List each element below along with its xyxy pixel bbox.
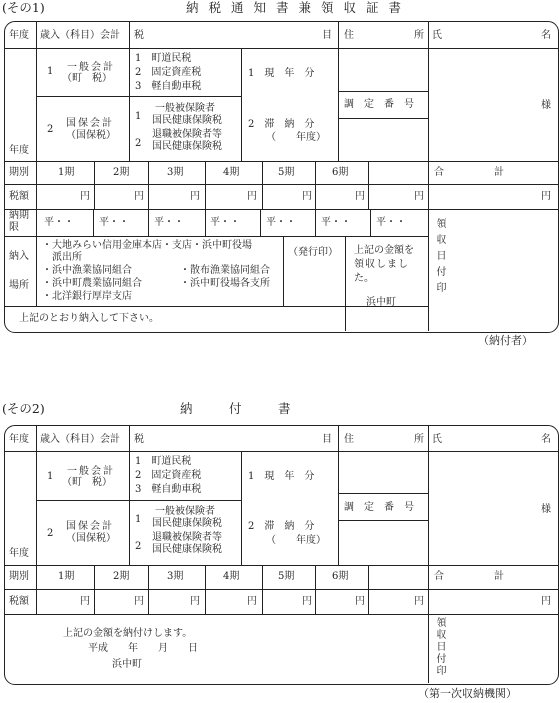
yen-6: 円 bbox=[355, 191, 365, 202]
footer-note: 上記のとおり納入して下さい。 bbox=[19, 313, 159, 324]
yen-6-2: 円 bbox=[355, 596, 365, 607]
divider bbox=[428, 425, 429, 683]
divider bbox=[4, 589, 558, 590]
divider bbox=[94, 565, 95, 614]
divider bbox=[368, 161, 369, 209]
divider bbox=[129, 425, 130, 565]
kokuho-item2-b: 国民健康保険税 bbox=[152, 141, 222, 152]
divider bbox=[36, 161, 37, 306]
kokuho-item2-a: 退職被保険者等 bbox=[152, 129, 222, 140]
header-nendo: 年度 bbox=[9, 30, 29, 41]
deadline-4: 平・・ bbox=[210, 217, 240, 228]
form1-label: (その1) bbox=[2, 0, 45, 15]
divider bbox=[129, 48, 130, 161]
header-address-2-2: 所 bbox=[414, 434, 424, 445]
divider bbox=[4, 236, 428, 237]
period-4: 4期 bbox=[223, 167, 240, 178]
header-zei: 税 bbox=[134, 30, 144, 41]
divider bbox=[93, 209, 94, 236]
divider bbox=[338, 520, 428, 521]
chotei-label: 調 定 番 号 bbox=[344, 99, 414, 110]
nendo-left: 年度 bbox=[9, 145, 29, 156]
period-5: 5期 bbox=[278, 167, 295, 178]
yen-1: 円 bbox=[80, 191, 90, 202]
divider bbox=[428, 21, 429, 331]
kokuho-item1-num-2: 1 bbox=[135, 514, 142, 525]
ippan-item-3-2: 3 軽自動車税 bbox=[135, 484, 202, 495]
divider bbox=[338, 118, 428, 119]
year-delinquent-sub: （ 年度） bbox=[266, 132, 326, 143]
divider bbox=[4, 209, 558, 210]
bank-2: ・浜中漁業協同組合 bbox=[42, 265, 132, 276]
kokuho-num: 2 bbox=[47, 124, 54, 135]
divider bbox=[94, 161, 95, 209]
header-account: 歳入（科目）会計 bbox=[40, 30, 120, 41]
divider bbox=[4, 161, 558, 162]
yen-2-2: 円 bbox=[134, 596, 144, 607]
divider bbox=[4, 614, 558, 615]
kokuho-sub-2: （国保税） bbox=[66, 533, 116, 544]
divider bbox=[241, 451, 242, 565]
divider bbox=[368, 565, 369, 614]
period-4-2: 4期 bbox=[223, 571, 240, 582]
period-2-2: 2期 bbox=[113, 571, 130, 582]
kokuho-item1-a: 一般被保険者 bbox=[155, 103, 215, 114]
period-3: 3期 bbox=[167, 167, 184, 178]
header-name-2: 名 bbox=[541, 30, 551, 41]
deadline-2: 平・・ bbox=[99, 217, 129, 228]
yen-7-2: 円 bbox=[414, 596, 424, 607]
divider bbox=[241, 48, 242, 161]
nendo-left-2: 年度 bbox=[9, 548, 29, 559]
bank-3: ・浜中町農業協同組合 bbox=[42, 278, 142, 289]
period-label: 期別 bbox=[9, 167, 29, 178]
period-1: 1期 bbox=[58, 167, 75, 178]
receipt-line-3: た。 bbox=[354, 273, 374, 284]
kokuho-item1-a-2: 一般被保険者 bbox=[155, 506, 215, 517]
divider bbox=[36, 500, 241, 501]
divider bbox=[4, 184, 558, 185]
divider bbox=[262, 565, 263, 614]
kokuho-item2-a-2: 退職被保険者等 bbox=[152, 532, 222, 543]
town-2: 浜中町 bbox=[112, 659, 142, 670]
kokuho-item1-b: 国民健康保険税 bbox=[152, 115, 222, 126]
header-name-1-2: 氏 bbox=[432, 434, 442, 445]
ippan-label: 一般会計 bbox=[67, 62, 115, 73]
year-delinquent: 2 滞 納 分 bbox=[248, 119, 315, 130]
copy-label-1: （納付者） bbox=[478, 334, 533, 347]
hakko-stamp-label: （発行印） bbox=[288, 247, 338, 258]
deadline-3: 平・・ bbox=[154, 217, 184, 228]
kokuho-item2-b-2: 国民健康保険税 bbox=[152, 544, 222, 555]
divider bbox=[148, 209, 149, 236]
divider bbox=[36, 21, 37, 161]
header-moku-2: 目 bbox=[322, 434, 332, 445]
yen-total: 円 bbox=[541, 191, 551, 202]
kokuho-label: 国保会計 bbox=[66, 118, 114, 129]
header-zei-2: 税 bbox=[134, 434, 144, 445]
kokuho-item2-num: 2 bbox=[135, 138, 142, 149]
divider bbox=[260, 209, 261, 236]
deadline-6: 平・・ bbox=[321, 217, 351, 228]
period-6: 6期 bbox=[332, 167, 349, 178]
yen-5: 円 bbox=[302, 191, 312, 202]
divider bbox=[4, 48, 558, 49]
divider bbox=[205, 161, 206, 209]
divider bbox=[36, 565, 37, 614]
divider bbox=[4, 451, 558, 452]
deadline-label-1: 納期 bbox=[9, 210, 29, 221]
receipt-line-1: 上記の金額を bbox=[354, 245, 414, 256]
sama: 様 bbox=[541, 100, 551, 111]
total-label: 合 計 bbox=[434, 167, 504, 178]
divider bbox=[4, 565, 558, 566]
receipt-town: 浜中町 bbox=[366, 297, 396, 308]
ryoshu-stamp-label: 領収日付印 bbox=[434, 218, 445, 298]
ippan-item-3: 3 軽自動車税 bbox=[135, 81, 202, 92]
period-2: 2期 bbox=[113, 167, 130, 178]
divider bbox=[338, 493, 428, 494]
header-address-1: 住 bbox=[344, 30, 354, 41]
divider bbox=[338, 21, 339, 161]
divider bbox=[338, 425, 339, 565]
place-label-2: 場所 bbox=[9, 280, 29, 291]
divider bbox=[205, 565, 206, 614]
ippan-item-1-2: 1 町道民税 bbox=[135, 456, 192, 467]
bank-right-2: ・浜中町役場各支所 bbox=[180, 278, 270, 289]
ippan-num: 1 bbox=[47, 66, 54, 77]
yen-total-2: 円 bbox=[541, 596, 551, 607]
period-5-2: 5期 bbox=[278, 571, 295, 582]
year-delinquent-2: 2 滞 納 分 bbox=[248, 521, 315, 532]
ippan-label-2: 一般会計 bbox=[67, 466, 115, 477]
yen-4-2: 円 bbox=[247, 596, 257, 607]
bank-1-cont: 派出所 bbox=[42, 252, 82, 263]
divider bbox=[148, 161, 149, 209]
chotei-label-2: 調 定 番 号 bbox=[344, 502, 414, 513]
header-nendo-2: 年度 bbox=[9, 434, 29, 445]
divider bbox=[36, 96, 241, 97]
divider bbox=[129, 21, 130, 48]
kokuho-sub: （国保税） bbox=[66, 130, 116, 141]
divider bbox=[315, 161, 316, 209]
header-address-1-2: 住 bbox=[344, 434, 354, 445]
kokuho-label-2: 国保会計 bbox=[66, 521, 114, 532]
divider bbox=[148, 565, 149, 614]
divider bbox=[205, 209, 206, 236]
deadline-1: 平・・ bbox=[44, 217, 74, 228]
divider bbox=[262, 161, 263, 209]
date-line: 平成 年 月 日 bbox=[88, 643, 198, 654]
divider bbox=[283, 236, 284, 306]
yen-2: 円 bbox=[134, 191, 144, 202]
deadline-7: 平・・ bbox=[376, 217, 406, 228]
kokuho-item1-num: 1 bbox=[135, 111, 142, 122]
bank-4: ・北洋銀行厚岸支店 bbox=[42, 291, 132, 302]
header-name-2-2: 名 bbox=[541, 434, 551, 445]
yen-4: 円 bbox=[247, 191, 257, 202]
pay-text: 上記の金額を納付けします。 bbox=[63, 628, 193, 639]
total-label-2: 合 計 bbox=[434, 571, 504, 582]
period-3-2: 3期 bbox=[167, 571, 184, 582]
sama-2: 様 bbox=[541, 504, 551, 515]
ippan-item-2-2: 2 固定資産税 bbox=[135, 470, 202, 481]
yen-7: 円 bbox=[414, 191, 424, 202]
divider bbox=[4, 306, 428, 307]
ippan-item-1: 1 町道民税 bbox=[135, 53, 192, 64]
year-current-2: 1 現 年 分 bbox=[248, 471, 315, 482]
deadline-label-2: 限 bbox=[9, 222, 19, 233]
form2-title: 納 付 書 bbox=[180, 401, 303, 416]
header-account-2: 歳入（科目）会計 bbox=[40, 434, 120, 445]
ippan-item-2: 2 固定資産税 bbox=[135, 67, 202, 78]
header-name-1: 氏 bbox=[432, 30, 442, 41]
period-1-2: 1期 bbox=[58, 571, 75, 582]
bank-right-1: ・散布漁業協同組合 bbox=[180, 265, 270, 276]
divider bbox=[315, 565, 316, 614]
yen-3: 円 bbox=[190, 191, 200, 202]
divider bbox=[345, 236, 346, 331]
form1-title: 納税通知書兼領収証書 bbox=[186, 0, 412, 15]
amount-label-2: 税額 bbox=[9, 596, 29, 607]
ryoshu-stamp-label-2: 領収日付印 bbox=[434, 617, 445, 677]
ippan-sub-2: （町 税） bbox=[62, 477, 112, 488]
yen-5-2: 円 bbox=[302, 596, 312, 607]
receipt-line-2: 領収しまし bbox=[354, 259, 409, 270]
period-label-2: 期別 bbox=[9, 571, 29, 582]
amount-label: 税額 bbox=[9, 191, 29, 202]
kokuho-num-2: 2 bbox=[47, 528, 54, 539]
deadline-5: 平・・ bbox=[266, 217, 296, 228]
year-delinquent-sub-2: （ 年度） bbox=[266, 535, 326, 546]
yen-1-2: 円 bbox=[80, 596, 90, 607]
year-current: 1 現 年 分 bbox=[248, 68, 315, 79]
copy-label-2: （第一次収納機関） bbox=[418, 687, 517, 700]
divider bbox=[370, 209, 371, 236]
place-label-1: 納入 bbox=[9, 251, 29, 262]
form2-label: (その2) bbox=[2, 401, 45, 416]
kokuho-item2-num-2: 2 bbox=[135, 541, 142, 552]
divider bbox=[338, 91, 428, 92]
kokuho-item1-b-2: 国民健康保険税 bbox=[152, 518, 222, 529]
period-6-2: 6期 bbox=[332, 571, 349, 582]
ippan-num-2: 1 bbox=[47, 471, 54, 482]
ippan-sub: （町 税） bbox=[62, 73, 112, 84]
header-moku: 目 bbox=[322, 30, 332, 41]
bank-1: ・大地みらい信用金庫本店・支店・浜中町役場 bbox=[42, 240, 252, 251]
yen-3-2: 円 bbox=[190, 596, 200, 607]
divider bbox=[36, 425, 37, 565]
divider bbox=[315, 209, 316, 236]
header-address-2: 所 bbox=[414, 30, 424, 41]
